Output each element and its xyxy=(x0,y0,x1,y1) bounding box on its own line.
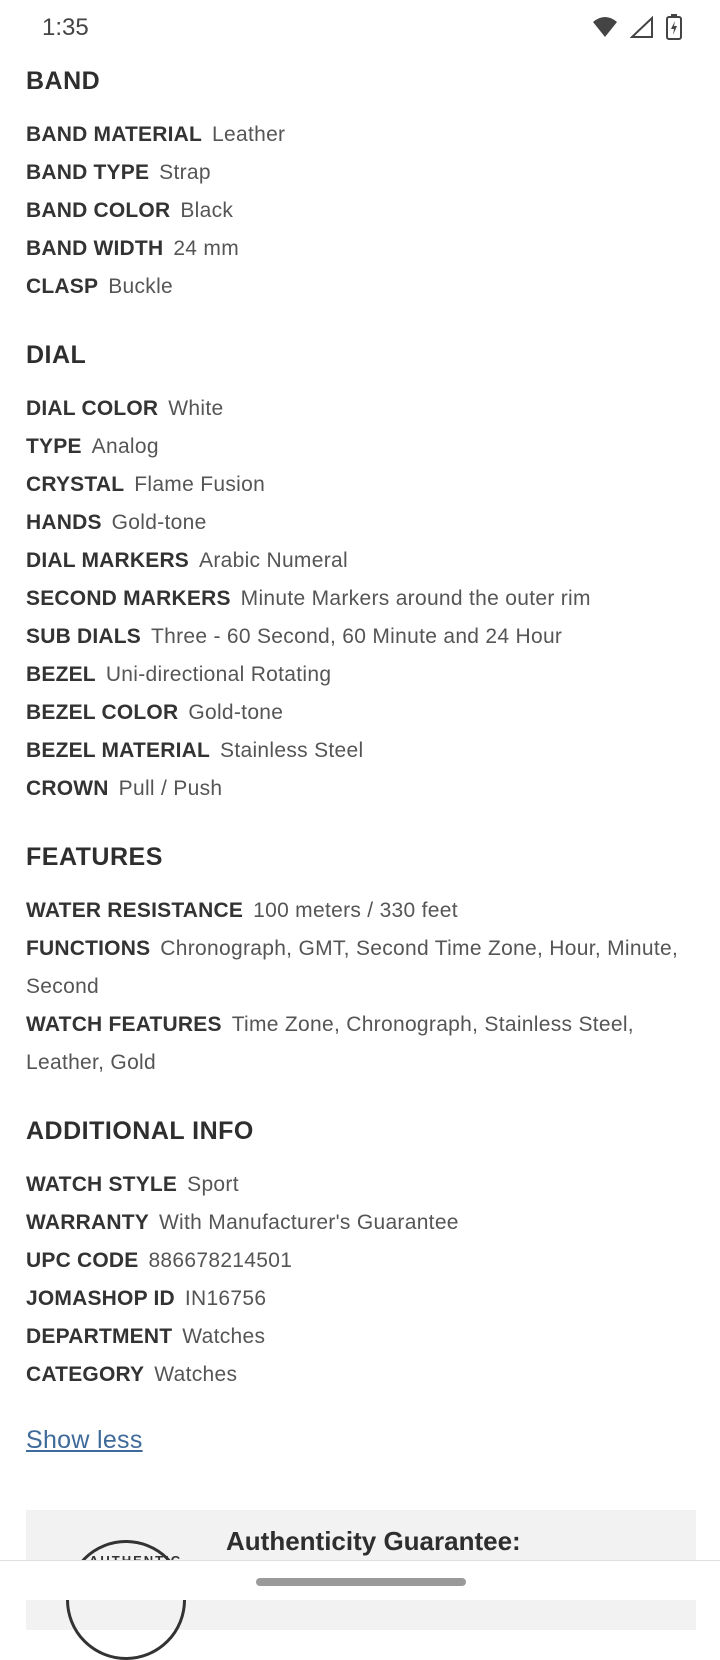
spec-list xyxy=(26,892,696,1082)
spec-value: 886678214501 xyxy=(148,1249,293,1272)
spec-row xyxy=(26,390,696,428)
spec-list xyxy=(26,116,696,306)
spec-label: CRYSTAL xyxy=(26,473,125,496)
spec-value: IN16756 xyxy=(184,1287,267,1310)
spec-label: BAND TYPE xyxy=(26,161,150,184)
spec-row xyxy=(26,466,696,504)
wifi-icon xyxy=(592,16,618,43)
spec-row xyxy=(26,930,696,1006)
spec-row xyxy=(26,542,696,580)
spec-value: Buckle xyxy=(108,275,174,298)
specs-content xyxy=(26,60,696,1455)
section-title: DIAL xyxy=(26,341,87,369)
show-less-link[interactable]: Show less xyxy=(26,1426,143,1454)
spec-row xyxy=(26,192,696,230)
spec-label: JOMASHOP ID xyxy=(26,1287,175,1310)
spec-row xyxy=(26,1242,696,1280)
spec-label: HANDS xyxy=(26,511,102,534)
spec-label: BAND COLOR xyxy=(26,199,171,222)
spec-label: WARRANTY xyxy=(26,1211,149,1234)
spec-label: WATCH STYLE xyxy=(26,1173,178,1196)
spec-row xyxy=(26,1166,696,1204)
spec-value: Three - 60 Second, 60 Minute and 24 Hour xyxy=(150,625,563,648)
spec-label: FUNCTIONS xyxy=(26,937,151,960)
spec-row xyxy=(26,1006,696,1082)
spec-value: Flame Fusion xyxy=(134,473,266,496)
spec-label: BEZEL xyxy=(26,663,96,686)
spec-value: Pull / Push xyxy=(118,777,223,800)
spec-value: Chronograph, GMT, Second Time Zone, Hour, Minute, Second xyxy=(26,937,679,998)
spec-row xyxy=(26,504,696,542)
spec-value: Gold-tone xyxy=(111,511,207,534)
spec-value: White xyxy=(168,397,224,420)
spec-list xyxy=(26,1166,696,1394)
spec-section-dial xyxy=(26,334,696,808)
spec-row xyxy=(26,230,696,268)
spec-row xyxy=(26,618,696,656)
spec-section-band xyxy=(26,60,696,306)
navigation-bar xyxy=(0,1560,720,1600)
spec-label: CLASP xyxy=(26,275,99,298)
home-handle[interactable] xyxy=(256,1578,466,1586)
spec-value: With Manufacturer's Guarantee xyxy=(158,1211,459,1234)
spec-value: Watches xyxy=(182,1325,266,1348)
spec-label: SECOND MARKERS xyxy=(26,587,231,610)
spec-label: CATEGORY xyxy=(26,1363,145,1386)
spec-row xyxy=(26,770,696,808)
spec-row xyxy=(26,154,696,192)
section-title: ADDITIONAL INFO xyxy=(26,1117,254,1145)
spec-value: Leather xyxy=(212,123,286,146)
spec-section-features xyxy=(26,836,696,1082)
spec-label: DIAL MARKERS xyxy=(26,549,190,572)
authentic-seal-icon xyxy=(66,1540,186,1660)
spec-row xyxy=(26,732,696,770)
spec-row xyxy=(26,1356,696,1394)
signal-icon xyxy=(630,16,654,43)
spec-label: WATER RESISTANCE xyxy=(26,899,244,922)
spec-value: Watches xyxy=(154,1363,238,1386)
spec-value: Analog xyxy=(91,435,159,458)
spec-value: Stainless Steel xyxy=(220,739,364,762)
spec-label: BAND MATERIAL xyxy=(26,123,203,146)
status-bar xyxy=(0,0,720,56)
spec-value: 100 meters / 330 feet xyxy=(253,899,458,922)
spec-section-additional-info xyxy=(26,1110,696,1394)
spec-row xyxy=(26,892,696,930)
spec-label: BEZEL MATERIAL xyxy=(26,739,211,762)
spec-row xyxy=(26,268,696,306)
spec-value: Gold-tone xyxy=(188,701,284,724)
spec-label: BEZEL COLOR xyxy=(26,701,179,724)
spec-row xyxy=(26,1204,696,1242)
section-title: FEATURES xyxy=(26,843,163,871)
spec-value: 24 mm xyxy=(173,237,239,260)
spec-row xyxy=(26,1280,696,1318)
spec-label: UPC CODE xyxy=(26,1249,139,1272)
spec-label: TYPE xyxy=(26,435,82,458)
spec-row xyxy=(26,580,696,618)
battery-charging-icon xyxy=(666,14,682,45)
spec-value: Time Zone, Chronograph, Stainless Steel, Leather, Gold xyxy=(26,1013,634,1074)
section-title: BAND xyxy=(26,67,101,95)
spec-row xyxy=(26,694,696,732)
spec-row xyxy=(26,1318,696,1356)
spec-value: Black xyxy=(180,199,234,222)
spec-list xyxy=(26,390,696,808)
status-time: 1:35 xyxy=(42,14,89,41)
spec-row xyxy=(26,116,696,154)
spec-row xyxy=(26,656,696,694)
spec-label: SUB DIALS xyxy=(26,625,141,648)
spec-value: Arabic Numeral xyxy=(199,549,348,572)
spec-label: CROWN xyxy=(26,777,109,800)
spec-value: Strap xyxy=(159,161,211,184)
status-icons xyxy=(592,14,682,45)
spec-value: Sport xyxy=(187,1173,239,1196)
spec-value: Uni-directional Rotating xyxy=(105,663,332,686)
spec-value: Minute Markers around the outer rim xyxy=(240,587,591,610)
spec-label: DEPARTMENT xyxy=(26,1325,173,1348)
spec-label: BAND WIDTH xyxy=(26,237,164,260)
spec-label: DIAL COLOR xyxy=(26,397,159,420)
authenticity-title: Authenticity Guarantee: xyxy=(226,1526,521,1556)
spec-label: WATCH FEATURES xyxy=(26,1013,222,1036)
spec-row xyxy=(26,428,696,466)
